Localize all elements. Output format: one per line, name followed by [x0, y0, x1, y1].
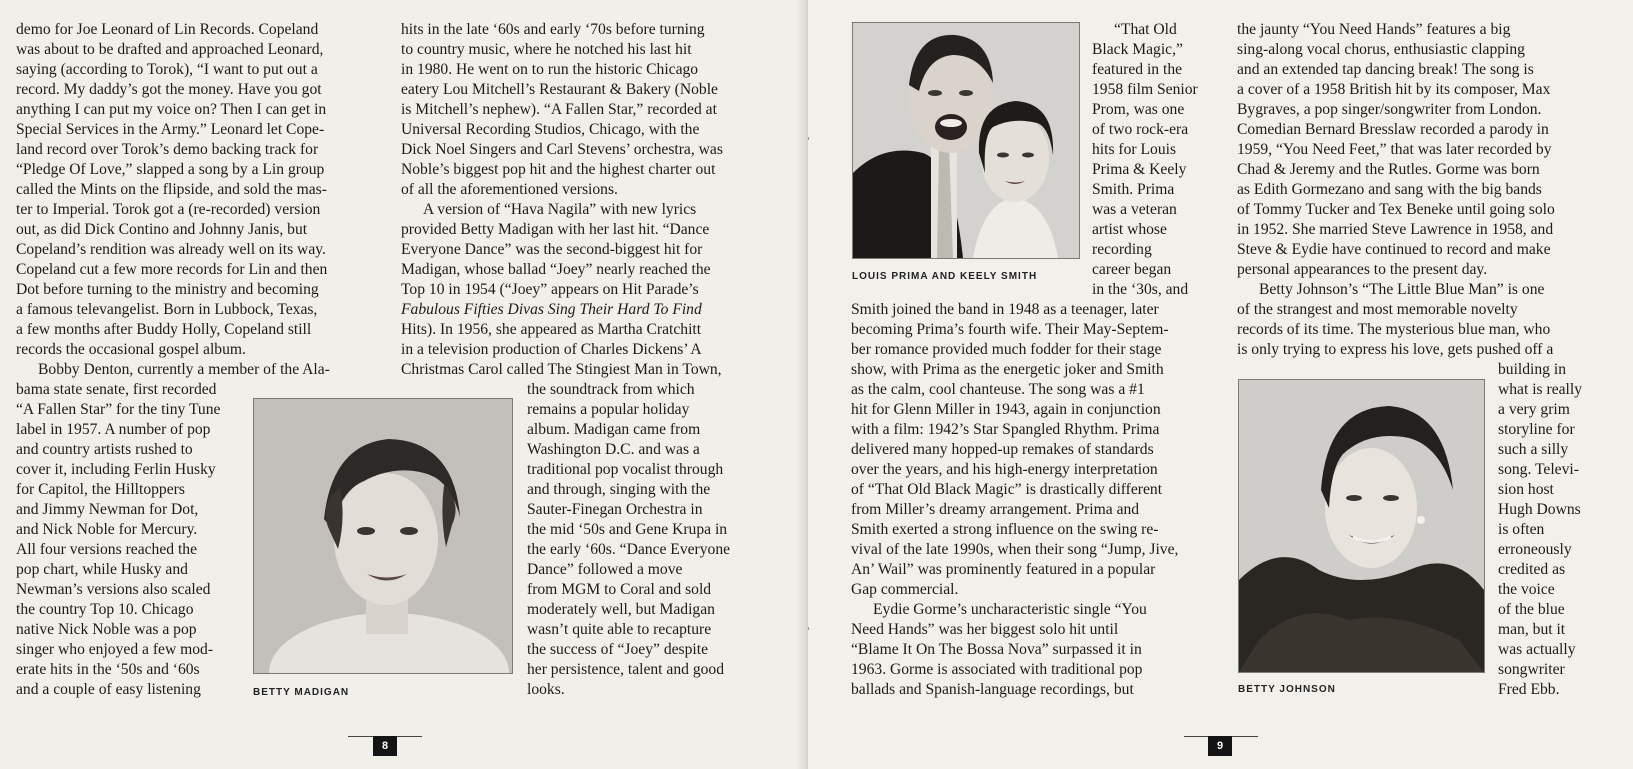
text-line: Eydie Gorme’s uncharacteristic single “You	[873, 601, 1147, 618]
column-4-narrow	[1498, 360, 1610, 700]
text-line: Prom, was one	[1092, 101, 1185, 118]
page-number: 9	[1208, 736, 1232, 756]
text-line: Bygraves, a pop singer/songwriter from London.	[1237, 101, 1542, 118]
text-line: in a television production of Charles Dickens’ A	[401, 341, 702, 358]
text-line: “Pledge Of Love,” slapped a song by a Lin group	[16, 161, 325, 178]
text-line: of “That Old Black Magic” is drastically different	[851, 481, 1163, 498]
photo-caption: BETTY JOHNSON	[1238, 684, 1336, 695]
text-line: hit for Glenn Miller in 1943, again in conjunction	[851, 401, 1161, 418]
text-line: Steve & Eydie have continued to record and make	[1237, 241, 1551, 258]
text-line: hits in the late ‘60s and early ‘70s before turning	[401, 21, 705, 38]
text-line: Fred Ebb.	[1498, 681, 1560, 698]
text-line: Smith exerted a strong influence on the swing re-	[851, 521, 1159, 538]
text-line: of two rock-era	[1092, 121, 1189, 138]
text-line: 1959, “You Need Feet,” that was later recorded by	[1237, 141, 1552, 158]
text-line: demo for Joe Leonard of Lin Records. Copeland	[16, 21, 319, 38]
text-line: provided Betty Madigan with her last hit. “Dance	[401, 221, 710, 238]
text-line: Top 10 in 1954 (“Joey” appears on Hit Parade’s	[401, 281, 699, 298]
text-line: of the strangest and most memorable novelty	[1237, 301, 1518, 318]
text-line: songwriter	[1498, 661, 1565, 678]
text-line: A version of “Hava Nagila” with new lyrics	[423, 201, 697, 218]
text-line: Fabulous Fifties Divas Sing Their Hard To Find	[401, 301, 702, 318]
text-line: ter to Imperial. Torok got a (re-recorded) version	[16, 201, 321, 218]
text-line: “Blame It On The Bossa Nova” surpassed it in	[851, 641, 1142, 658]
column-2-top	[401, 20, 761, 380]
text-line: the voice	[1498, 581, 1555, 598]
text-line: the success of “Joey” despite	[527, 641, 708, 658]
text-line: Smith joined the band in 1948 as a teenager, later	[851, 301, 1159, 318]
text-line: Copeland cut a few more records for Lin and then	[16, 261, 328, 278]
text-line: the soundtrack from which	[527, 381, 695, 398]
text-line: out, as did Dick Contino and Johnny Janis, but	[16, 221, 308, 238]
text-line: record. My daddy’s got the money. Have you got	[16, 81, 322, 98]
text-line: erroneously	[1498, 541, 1572, 558]
text-line: Noble’s biggest pop hit and the highest charter out	[401, 161, 716, 178]
text-line: “A Fallen Star” for the tiny Tune	[16, 401, 221, 418]
betty-johnson-photo	[1238, 379, 1485, 673]
text-line: artist whose	[1092, 221, 1167, 238]
text-line: Christmas Carol called The Stingiest Man in Town,	[401, 361, 722, 378]
text-line: a cover of a 1958 British hit by its composer, Max	[1237, 81, 1551, 98]
text-line: 1958 film Senior	[1092, 81, 1198, 98]
text-line: records the occasional gospel album.	[16, 341, 246, 358]
text-line: is only trying to express his love, gets pushed off a	[1237, 341, 1554, 358]
text-line: for Capitol, the Hilltoppers	[16, 481, 185, 498]
text-line: is often	[1498, 521, 1545, 538]
column-4-top	[1237, 20, 1607, 360]
text-line: recording	[1092, 241, 1152, 258]
text-line: Betty Johnson’s “The Little Blue Man” is one	[1259, 281, 1545, 298]
text-line: of Tommy Tucker and Tex Beneke until going solo	[1237, 201, 1555, 218]
text-line: in 1952. She married Steve Lawrence in 1958, and	[1237, 221, 1554, 238]
text-line: Universal Recording Studios, Chicago, with the	[401, 121, 700, 138]
text-line: a few months after Buddy Holly, Copeland still	[16, 321, 312, 338]
fold-mark	[808, 627, 809, 630]
text-line: traditional pop vocalist through	[527, 461, 724, 478]
text-line: Sauter-Finegan Orchestra in	[527, 501, 703, 518]
text-line: Newman’s versions also scaled	[16, 581, 211, 598]
column-1-narrow	[16, 380, 241, 700]
text-line: a famous televangelist. Born in Lubbock, Texas,	[16, 301, 318, 318]
text-line: records of its time. The mysterious blue man, who	[1237, 321, 1551, 338]
text-line: and Nick Noble for Mercury.	[16, 521, 198, 538]
text-line: Bobby Denton, currently a member of the Ala-	[38, 361, 330, 378]
text-line: song. Televi-	[1498, 461, 1579, 478]
text-line: 1963. Gorme is associated with traditional pop	[851, 661, 1143, 678]
text-line: anything I can put my voice on? Then I can get in	[16, 101, 327, 118]
text-line: of the blue	[1498, 601, 1565, 618]
text-line: sion host	[1498, 481, 1554, 498]
text-line: man, but it	[1498, 621, 1566, 638]
column-3-full	[851, 300, 1211, 700]
text-line: Everyone Dance” was the second-biggest hit for	[401, 241, 703, 258]
text-line: in the ‘30s, and	[1092, 281, 1189, 298]
text-line: Hits). In 1956, she appeared as Martha Cratchitt	[401, 321, 702, 338]
text-line: sing-along vocal chorus, enthusiastic clapping	[1237, 41, 1525, 58]
text-line: bama state senate, first recorded	[16, 381, 217, 398]
text-line: the early ‘60s. “Dance Everyone	[527, 541, 731, 558]
text-line: over the years, and his high-energy interpretation	[851, 461, 1158, 478]
text-line: singer who enjoyed a few mod-	[16, 641, 214, 658]
portrait-image	[1239, 380, 1484, 672]
text-line: as the calm, cool chanteuse. The song was a #1	[851, 381, 1145, 398]
text-line: called the Mints on the flipside, and sold the mas-	[16, 181, 327, 198]
text-line: from Miller’s dreamy arrangement. Prima and	[851, 501, 1140, 518]
text-line: An’ Wail” was prominently featured in a popular	[851, 561, 1156, 578]
text-line: cover it, including Ferlin Husky	[16, 461, 216, 478]
text-line: wasn’t quite able to recapture	[527, 621, 712, 638]
text-line: pop chart, while Husky and	[16, 561, 188, 578]
portrait-image	[254, 399, 512, 673]
text-line: Special Services in the Army.” Leonard let Cope-	[16, 121, 325, 138]
text-line: of all the aforementioned versions.	[401, 181, 618, 198]
text-line: “That Old	[1114, 21, 1177, 38]
text-line: career began	[1092, 261, 1172, 278]
text-line: such a silly	[1498, 441, 1569, 458]
text-line: eatery Lou Mitchell’s Restaurant & Bakery (Noble	[401, 81, 718, 98]
text-line: saying (according to Torok), “I want to put out a	[16, 61, 318, 78]
text-line: storyline for	[1498, 421, 1575, 438]
text-line: in 1980. He went on to run the historic Chicago	[401, 61, 699, 78]
text-line: hits for Louis	[1092, 141, 1177, 158]
text-line: becoming Prima’s fourth wife. Their May-Septem-	[851, 321, 1169, 338]
text-line: Dance” followed a move	[527, 561, 683, 578]
text-line: is Mitchell’s nephew). “A Fallen Star,” recorded at	[401, 101, 717, 118]
louis-prima-keely-smith-photo	[852, 22, 1080, 259]
column-3-narrow	[1092, 20, 1217, 300]
text-line: delivered many hopped-up remakes of standards	[851, 441, 1154, 458]
text-line: credited as	[1498, 561, 1566, 578]
text-line: and country artists rushed to	[16, 441, 193, 458]
photo-caption: BETTY MADIGAN	[253, 687, 350, 698]
text-line: label in 1957. A number of pop	[16, 421, 211, 438]
text-line: a very grim	[1498, 401, 1570, 418]
column-1-top	[16, 20, 371, 380]
text-line: the mid ‘50s and Gene Krupa in	[527, 521, 728, 538]
text-line: from MGM to Coral and sold	[527, 581, 712, 598]
text-line: and Jimmy Newman for Dot,	[16, 501, 199, 518]
text-line: the jaunty “You Need Hands” features a big	[1237, 21, 1511, 38]
text-line: Dick Noel Singers and Carl Stevens’ orchestra, was	[401, 141, 723, 158]
text-line: Prima & Keely	[1092, 161, 1187, 178]
text-line: and an extended tap dancing break! The song is	[1237, 61, 1534, 78]
text-line: was about to be drafted and approached Leonard,	[16, 41, 324, 58]
text-line: Smith. Prima	[1092, 181, 1175, 198]
text-line: the country Top 10. Chicago	[16, 601, 194, 618]
photo-caption: LOUIS PRIMA AND KEELY SMITH	[852, 271, 1038, 282]
text-line: native Nick Noble was a pop	[16, 621, 197, 638]
text-line: album. Madigan came from	[527, 421, 701, 438]
text-line: and through, singing with the	[527, 481, 711, 498]
text-line: All four versions reached the	[16, 541, 197, 558]
text-line: what is really	[1498, 381, 1583, 398]
text-line: Chad & Jeremy and the Rutles. Gorme was born	[1237, 161, 1540, 178]
fold-mark	[808, 137, 809, 140]
text-line: land record over Torok’s demo backing track for	[16, 141, 319, 158]
page-number: 8	[373, 736, 397, 756]
right-page	[808, 0, 1633, 769]
text-line: ber romance provided much fodder for their stage	[851, 341, 1162, 358]
betty-madigan-photo	[253, 398, 513, 674]
text-line: Madigan, whose ballad “Joey” nearly reached the	[401, 261, 711, 278]
text-line: Washington D.C. and was a	[527, 441, 700, 458]
text-line: moderately well, but Madigan	[527, 601, 715, 618]
text-line: personal appearances to the present day.	[1237, 261, 1488, 278]
text-line: Need Hands” was her biggest solo hit until	[851, 621, 1119, 638]
text-line: and a couple of easy listening	[16, 681, 201, 698]
portrait-image	[853, 23, 1079, 258]
left-page	[0, 0, 808, 769]
text-line: Gap commercial.	[851, 581, 959, 598]
text-line: Copeland’s rendition was already well on its way.	[16, 241, 326, 258]
text-line: building in	[1498, 361, 1567, 378]
text-line: as Edith Gormezano and sang with the big bands	[1237, 181, 1542, 198]
text-line: Comedian Bernard Bresslaw recorded a parody in	[1237, 121, 1549, 138]
text-line: remains a popular holiday	[527, 401, 690, 418]
text-line: looks.	[527, 681, 565, 698]
text-line: Hugh Downs	[1498, 501, 1581, 518]
text-line: Dot before turning to the ministry and becoming	[16, 281, 319, 298]
text-line: to country music, where he notched his last hit	[401, 41, 692, 58]
text-line: ballads and Spanish-language recordings, but	[851, 681, 1134, 698]
text-line: with a film: 1942’s Star Spangled Rhythm. Prima	[851, 421, 1160, 438]
text-line: her persistence, talent and good	[527, 661, 725, 678]
text-line: vival of the late 1990s, when their song “Jump, Jive,	[851, 541, 1179, 558]
text-line: erate hits in the ‘50s and ‘60s	[16, 661, 200, 678]
text-line: show, with Prima as the energetic joker and Smith	[851, 361, 1164, 378]
text-line: Black Magic,”	[1092, 41, 1183, 58]
text-line: featured in the	[1092, 61, 1183, 78]
column-2-narrow	[527, 380, 767, 700]
text-line: was actually	[1498, 641, 1576, 658]
text-line: was a veteran	[1092, 201, 1177, 218]
